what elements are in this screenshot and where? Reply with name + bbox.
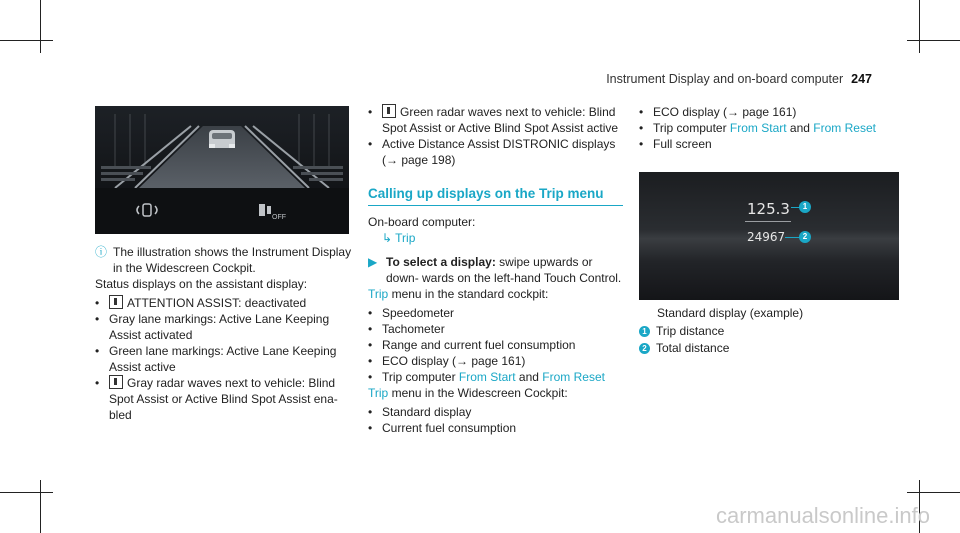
menu-path [368,230,623,246]
crop-mark [907,40,960,41]
trip-display-illustration [639,172,899,300]
total-distance-readout: 24967 [747,230,786,244]
list-item: • Gray radar waves next to vehicle: Blind Spot Assist or Active Blind Spot Assist ena- bled [95,376,338,422]
list-item: • Trip computer From Start and From Reset [368,370,605,384]
step-bold: To select a display: [386,255,496,269]
trip-menu-word: Trip [368,386,389,400]
wide-menu-line [368,385,623,401]
list-item: • Gray lane markings: Active Lane Keeping Assist activated [95,312,330,342]
image-caption-block [639,305,899,356]
and-word: and [515,370,543,384]
from-reset: From Reset [813,121,876,135]
callout-1: 1 [799,201,811,213]
watermark: carmanualsonline.info [715,503,930,528]
radar-waves-active-icon [382,104,396,118]
info-icon: ⓘ [95,245,108,259]
legend-badge: 1 [639,326,650,337]
step-text: swipe upwards or down- wards on the left-hand Touch Control. [386,255,622,285]
std-menu-line [368,286,623,302]
list-item: • Range and current fuel consumption [368,338,576,352]
right-column [639,104,909,152]
list-item-text: ATTENTION ASSIST: deactivated [127,296,307,310]
from-reset: From Reset [542,370,605,384]
trip-menu-word: Trip [368,287,389,301]
step-arrow-icon: ▶ [368,255,378,269]
crop-mark [40,480,41,533]
car-icon [209,130,235,148]
list-item-text: Range and current fuel consumption [382,338,576,352]
list-item-text: Speedometer [382,306,455,320]
assistant-display-illustration [95,106,349,234]
header-title: Instrument Display and on-board computer [606,72,844,86]
and-word: and [786,121,814,135]
radar-waves-icon [109,375,123,389]
image-caption: Standard display (example) [657,306,804,320]
trip-path: Trip [395,231,416,245]
list-item-text: Green radar waves next to vehicle: Blind Spot Assist or Active Blind Spot Assist active [382,105,619,135]
note [95,244,355,276]
list-item-text: Standard display [382,405,472,419]
list-item: • Current fuel consumption [368,421,517,435]
legend-label: Trip distance [656,324,725,338]
crop-mark [907,492,960,493]
instruction-step [368,254,623,286]
from-start: From Start [458,370,516,384]
list-item-text: ECO display (→ page 161) [653,105,797,119]
list-item: • ECO display (→ page 161) [639,105,797,119]
section-title: Calling up displays on the Trip menu [368,186,604,201]
callout-2: 2 [799,231,811,243]
list-item-text: Trip computer [382,370,459,384]
from-start: From Start [729,121,787,135]
list-item: • Tachometer [368,322,445,336]
list-item-text: ECO display (→ page 161) [382,354,526,368]
page-header [606,72,872,86]
list-item: • Green radar waves next to vehicle: Blind Spot Assist or Active Blind Spot Assist active [368,105,619,135]
legend-item [639,340,899,356]
list-item-text: Trip computer [653,121,730,135]
legend-label: Total distance [656,341,730,355]
list-item-text: Active Distance Assist DISTRONIC displays [382,137,616,151]
list-item-text: Gray radar waves next to vehicle: Blind Spot Assist or Active Blind Spot Assist ena- bled [109,376,338,422]
list-item: • ATTENTION ASSIST: deactivated [95,296,307,310]
list-item-text: Full screen [653,137,712,151]
off-badge: OFF [272,214,286,221]
middle-column [368,104,623,436]
readout-divider [745,221,791,222]
assistant-display-graphic [95,106,349,234]
section-divider [368,205,623,206]
crop-mark [0,40,53,41]
page-ref: (→ page 198) [382,153,456,167]
list-item: • Full screen [639,137,712,151]
legend-badge: 2 [639,343,650,354]
list-item: • ECO display (→ page 161) [368,354,526,368]
std-menu-tail: menu in the standard cockpit: [388,287,549,301]
list-item-text: Current fuel consumption [382,421,517,435]
list-item: • Green lane markings: Active Lane Keeping Assist active [95,344,337,374]
wide-menu-tail: menu in the Widescreen Cockpit: [388,386,568,400]
status-intro: Status displays on the assistant display: [95,277,308,291]
note-text: The illustration shows the Instrument Display in the Widescreen Cockpit. [113,245,352,275]
legend-item [639,323,899,339]
list-item: • Standard display [368,405,472,419]
page-number: 247 [851,72,872,86]
crop-mark [0,492,53,493]
list-item: • Trip computer From Start and From Reset [639,121,876,135]
list-item: • Active Distance Assist DISTRONIC displays (→ page 198) [368,137,616,167]
list-item-text: Green lane markings: Active Lane Keeping Assist active [109,344,337,374]
list-item: • Speedometer [368,306,455,320]
menu-path-arrow-icon: ↳ [382,231,396,245]
crop-mark [919,0,920,53]
left-column [95,244,355,423]
list-item-text: Gray lane markings: Active Lane Keeping Assist activated [109,312,330,342]
trip-distance-readout: 125.3 [747,200,790,218]
attention-assist-icon [109,295,123,309]
crop-mark [40,0,41,53]
list-item-text: Tachometer [382,322,445,336]
onboard-label: On-board computer: [368,215,476,229]
